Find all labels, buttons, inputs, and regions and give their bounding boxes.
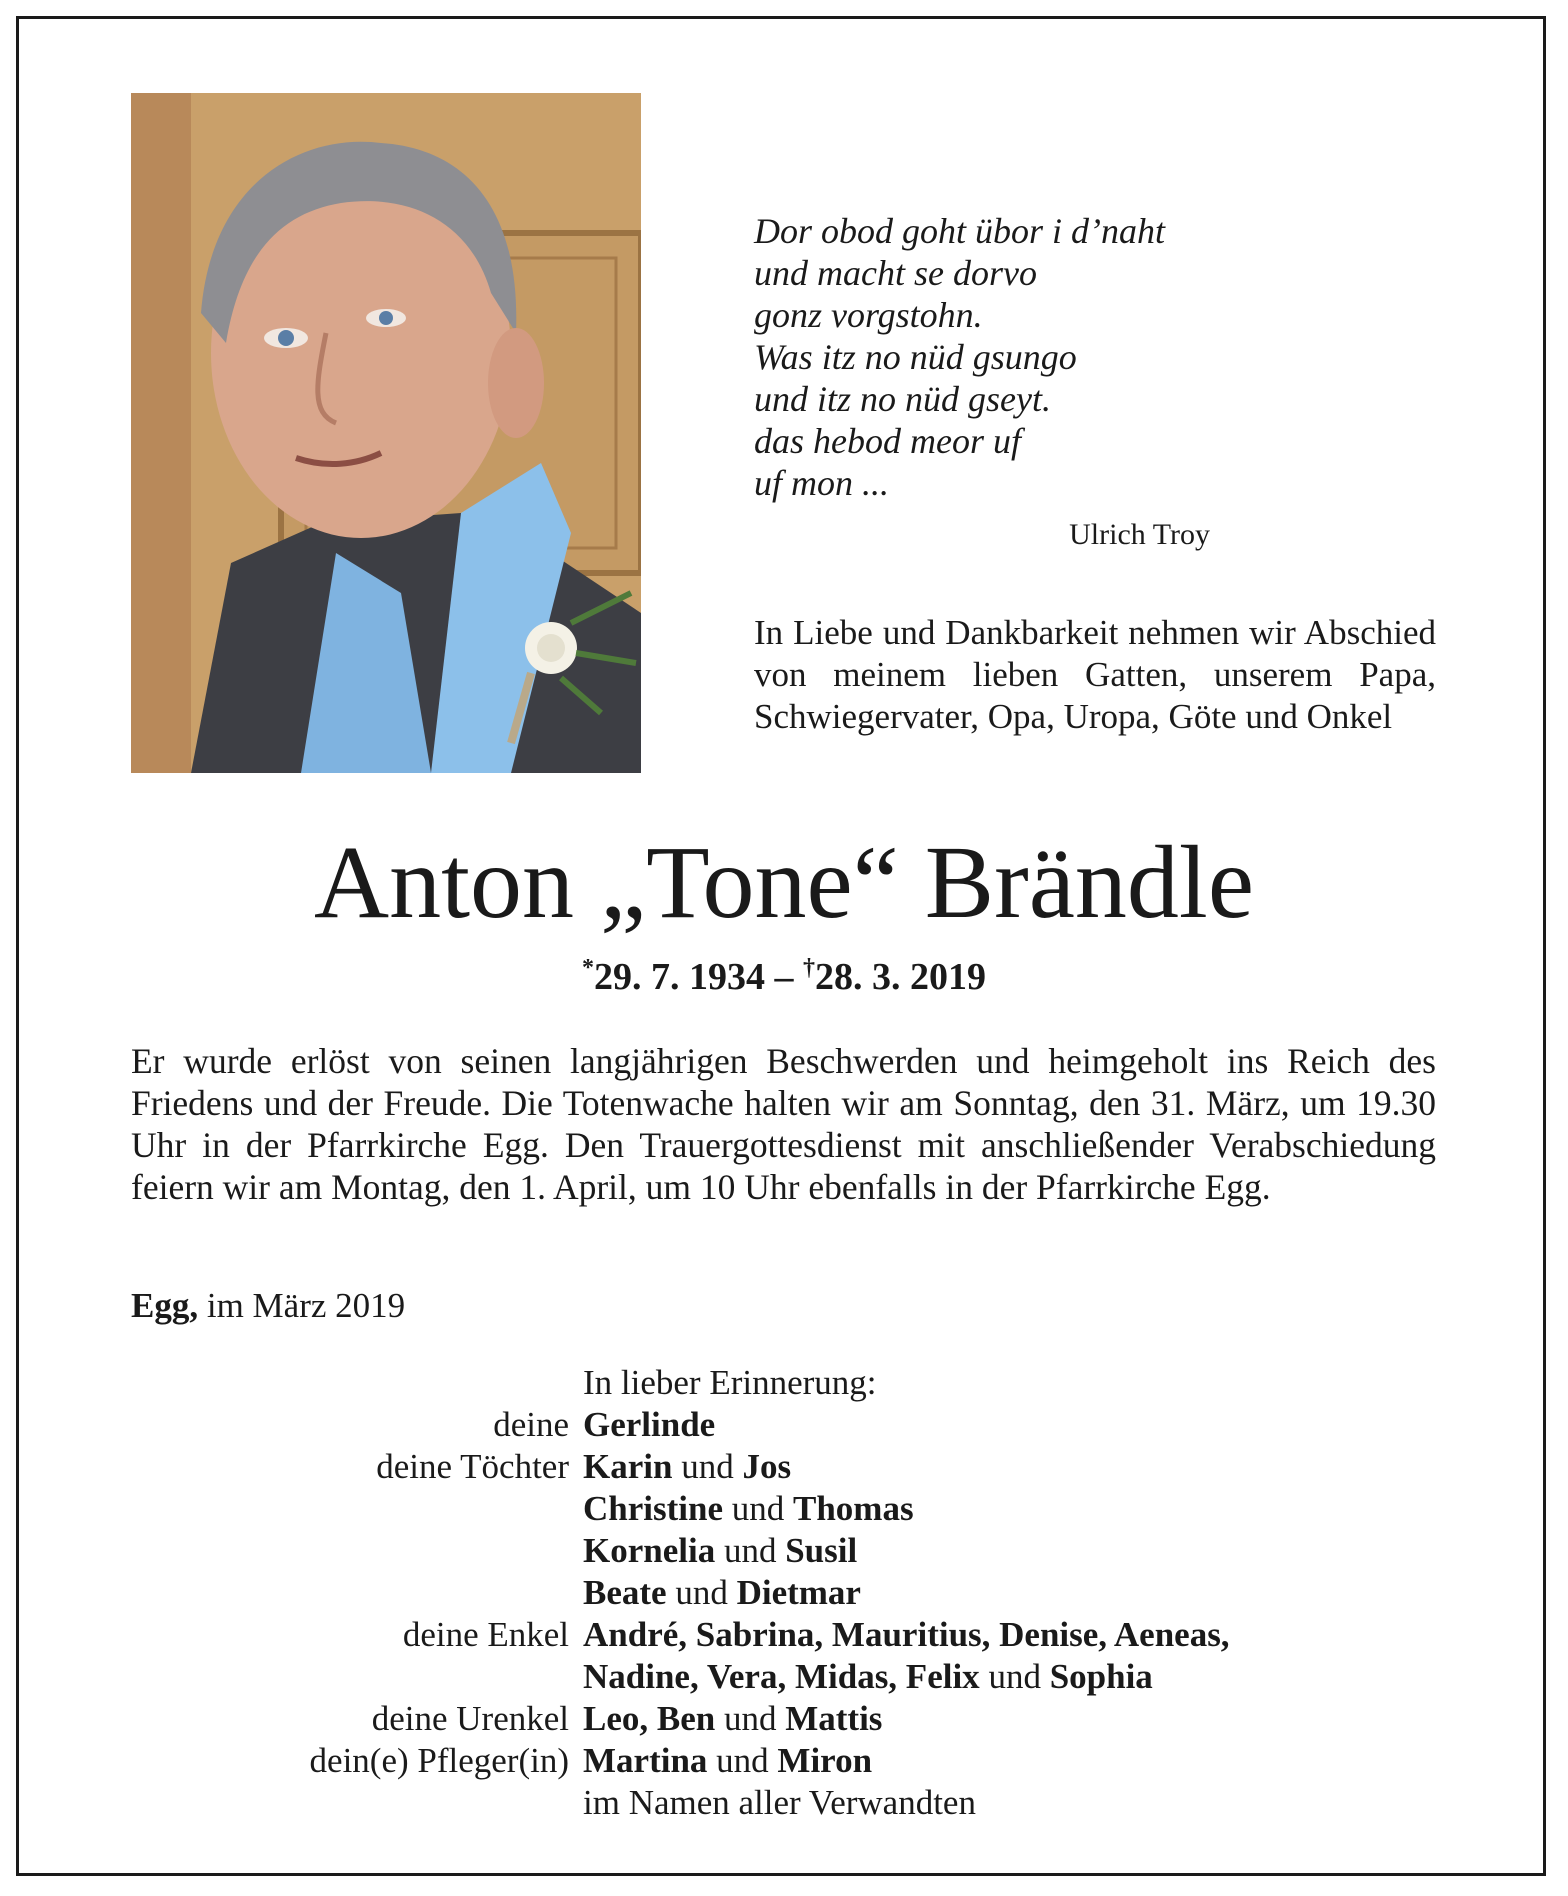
- signer-row: [131, 1404, 1436, 1446]
- signer-connector: und: [979, 1657, 1050, 1696]
- signer-names: [583, 1740, 1436, 1782]
- date-separator: –: [765, 956, 803, 998]
- life-dates: [0, 955, 1568, 999]
- signer-connector: und: [723, 1489, 793, 1528]
- announcement-text: Er wurde erlöst von seinen langjährigen Beschwerden und heimgeholt ins Reich des Friedens und der Freude. Die Totenwache halten wir am Sonntag, den 31. März, um 19.30 Uhr in der Pfarrkirche Egg. Den Trauergottesdienst mit anschließender Verabschiedung feiern wir am Montag, den 1. April, um 10 Uhr ebenfalls in der Pfarrkirche Egg.: [131, 1041, 1436, 1207]
- signer-connector: und: [715, 1531, 786, 1570]
- signer-names: [583, 1656, 1436, 1698]
- signer-name: Susil: [785, 1531, 858, 1570]
- poem-line: Was itz no nüd gsungo: [754, 337, 1077, 377]
- poem: [754, 210, 1224, 504]
- signer-row: [131, 1572, 1436, 1614]
- signer-relation: [131, 1488, 583, 1530]
- signer-names: [583, 1446, 1436, 1488]
- date: im März 2019: [198, 1286, 406, 1325]
- signer-relation: [131, 1572, 583, 1614]
- poem-line: und macht se dorvo: [754, 253, 1037, 293]
- poem-line: gonz vorgstohn.: [754, 295, 983, 335]
- signer-connector: und: [715, 1699, 786, 1738]
- signer-name: Beate: [583, 1573, 667, 1612]
- signer-row: [131, 1782, 1436, 1824]
- poem-line: Dor obod goht übor i d’naht: [754, 211, 1166, 251]
- signer-name: Mattis: [785, 1699, 883, 1738]
- deceased-name: Anton „Tone“ Brändle: [314, 825, 1254, 940]
- signer-connector: und: [672, 1447, 743, 1486]
- signer-name: Sophia: [1049, 1657, 1153, 1696]
- signer-row: [131, 1530, 1436, 1572]
- birth-date: 29. 7. 1934: [594, 956, 765, 998]
- signer-name: Thomas: [793, 1489, 914, 1528]
- signer-row: [131, 1488, 1436, 1530]
- signers-block: [131, 1362, 1436, 1824]
- signer-names: [583, 1782, 1436, 1824]
- signer-relation: deine Töchter: [376, 1447, 569, 1486]
- signer-relation: [131, 1656, 583, 1698]
- signer-connector: und: [707, 1741, 778, 1780]
- signer-relation: deine Urenkel: [371, 1699, 569, 1738]
- signer-name: Jos: [742, 1447, 792, 1486]
- signer-name: Nadine, Vera, Midas, Felix: [583, 1657, 980, 1696]
- intro-text: In Liebe und Dankbarkeit nehmen wir Abschied von meinem lieben Gatten, unserem Papa, Schwiegervater, Opa, Uropa, Göte und Onkel: [754, 613, 1436, 736]
- signer-row: [131, 1656, 1436, 1698]
- poem-line: uf mon ...: [754, 463, 889, 503]
- signer-name: Karin: [583, 1447, 673, 1486]
- birth-mark: *: [582, 955, 594, 981]
- death-date: 28. 3. 2019: [815, 956, 986, 998]
- signer-names: [583, 1404, 1436, 1446]
- signer-relation: deine: [493, 1405, 569, 1444]
- signer-names: [583, 1572, 1436, 1614]
- place: Egg,: [131, 1286, 199, 1325]
- signer-relation: [131, 1530, 583, 1572]
- place-date: [131, 1286, 405, 1326]
- signer-names: [583, 1698, 1436, 1740]
- signer-row: [131, 1614, 1436, 1656]
- signer-name: Leo, Ben: [583, 1699, 716, 1738]
- poem-author: Ulrich Troy: [1069, 518, 1210, 551]
- signer-name: Kornelia: [583, 1531, 716, 1570]
- signer-name: Christine: [583, 1489, 723, 1528]
- signer-name: Miron: [777, 1741, 873, 1780]
- signer-row: [131, 1698, 1436, 1740]
- signer-relation: [131, 1782, 583, 1824]
- signer-relation: deine Enkel: [402, 1615, 569, 1654]
- signer-names: [583, 1530, 1436, 1572]
- signer-names: [583, 1488, 1436, 1530]
- signer-row: [131, 1446, 1436, 1488]
- signer-relation: dein(e) Pfleger(in): [309, 1741, 569, 1780]
- death-mark: †: [803, 955, 815, 981]
- signer-names: [583, 1614, 1436, 1656]
- signers-heading-row: [131, 1362, 1436, 1404]
- signer-name: Martina: [583, 1741, 708, 1780]
- signer-name: Dietmar: [736, 1573, 861, 1612]
- signers-heading: In lieber Erinnerung:: [583, 1363, 877, 1402]
- poem-line: und itz no nüd gseyt.: [754, 379, 1051, 419]
- sig-label: [131, 1362, 583, 1404]
- portrait-photo: [131, 93, 641, 773]
- signer-connector: im Namen aller Verwandten: [583, 1783, 976, 1822]
- signer-name: Gerlinde: [583, 1405, 716, 1444]
- signer-name: André, Sabrina, Mauritius, Denise, Aeneas,: [583, 1615, 1230, 1654]
- signer-list: [131, 1404, 1436, 1824]
- signer-row: [131, 1740, 1436, 1782]
- signer-connector: und: [666, 1573, 737, 1612]
- poem-line: das hebod meor uf: [754, 421, 1021, 461]
